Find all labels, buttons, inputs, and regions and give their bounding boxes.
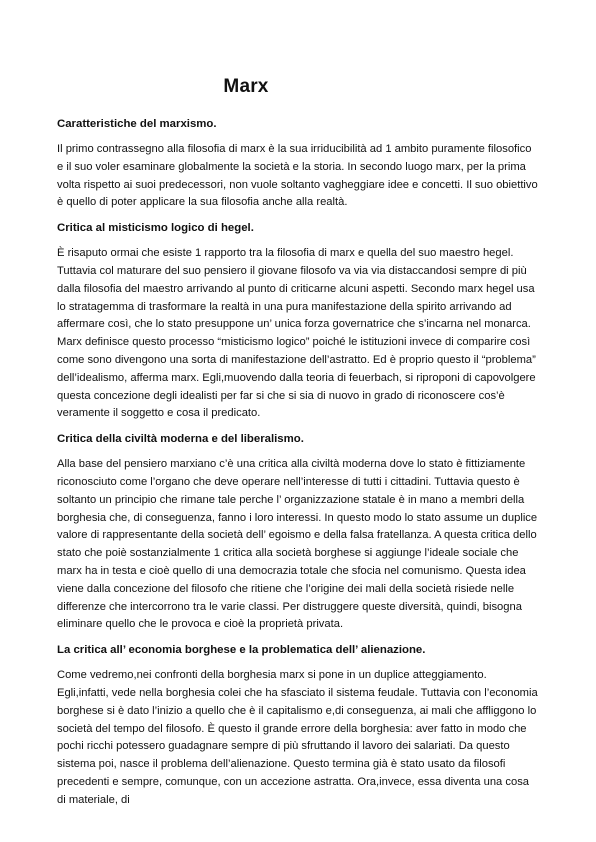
section-economia-borghese: [57, 642, 540, 809]
section-heading: La critica all’ economia borghese e la problematica dell’ alienazione.: [57, 644, 426, 657]
section-heading: Critica della civiltà moderna e del liberalismo.: [57, 433, 304, 446]
document-title: Marx: [223, 76, 269, 97]
section-paragraph: È risaputo ormai che esiste 1 rapporto tra la filosofia di marx e quella del suo maestro hegel. Tuttavia col maturare del suo pensiero il giovane filosofo va via via distaccandosi sempre di più dalla filosofia del maestro arrivando al punto di criticarne alcuni aspetti. Secondo marx hegel usa lo stratagemma di trasformare la realtà in una pura manifestazione della spirito arrivando ad affermare così, che lo stato presuppone un’ unica forza governatrice che s’incarna nel monarca. Marx definisce questo processo “misticismo logico” poiché le istituzioni invece di comparire così come sono divengono una sorta di manifestazione dell’astratto. Ed è proprio questo il “problema” dell’idealismo, afferma marx. Egli,muovendo dalla teoria di feuerbach, si riproponi di capovolgere questa concezione degli idealisti per far si che si sia di nuovo in grado di riconoscere cos’è veramente il soggetto e cosa il predicato.: [57, 247, 536, 420]
document-body: [57, 116, 540, 818]
section-paragraph: Alla base del pensiero marxiano c’è una critica alla civiltà moderna dove lo stato è fittiziamente riconosciuto come l’organo che deve operare nell’interesse di tutti i cittadini. Tuttavia questo è soltanto un principio che rimane tale perche l’ organizzazione statale è in mano a membri della borghesia che, di conseguenza, fanno i loro interessi. In questo modo lo stato assume un duplice valore di rappresentante della società dell’ egoismo e della falsa fratellanza. A questa critica dello stato che poiè sostanzialmente 1 critica alla società borghese si aggiunge l’ideale sociale che marx ha in testa e cioè quello di una democrazia totale che sfocia nel comunismo. Questa idea viene dalla concezione del filosofo che ritiene che l’origine dei mali della società risiede nelle differenze che intercorrono tra le varie classi. Per distruggere queste diversità, quindi, bisogna eliminare quello che le provoca e cioè la proprietà privata.: [57, 458, 538, 631]
section-misticismo: [57, 220, 540, 423]
section-civilta-moderna: [57, 431, 540, 634]
section-caratteristiche: [57, 116, 540, 212]
section-heading: Caratteristiche del marxismo.: [57, 118, 217, 130]
section-paragraph: Come vedremo,nei confronti della borghesia marx si pone in un duplice atteggiamento. Egli,infatti, vede nella borghesia colei che ha sfasciato il sistema feudale. Tuttavia con l’economia borghese si è dato l’inizio a quello che è il capitalismo e,di conseguenza, ai mali che affliggono lo società del tempo del filosofo. È questo il grande errore della borghesia: aver fatto in modo che pochi ricchi potessero guadagnare sempre di più sfruttando il lavoro dei salariati. Da questo sistema poi, nasce il problema dell’alienazione. Questo termina già è stato usato da filosofi precedenti e sempre, comunque, con un accezione astratta. Ora,invece, essa diventa una cosa di materiale, di: [57, 669, 538, 806]
section-paragraph: Il primo contrassegno alla filosofia di marx è la sua irriducibilità ad 1 ambito puramente filosofico e il suo voler esaminare globalmente la società e la storia. In secondo luogo marx, per la prima volta rispetto ai suoi predecessori, non vuole soltanto vagheggiare idee e concetti. Il suo obiettivo è quello di poter applicare la sua filosofia anche alla realtà.: [57, 143, 538, 209]
section-heading: Critica al misticismo logico di hegel.: [57, 222, 254, 235]
